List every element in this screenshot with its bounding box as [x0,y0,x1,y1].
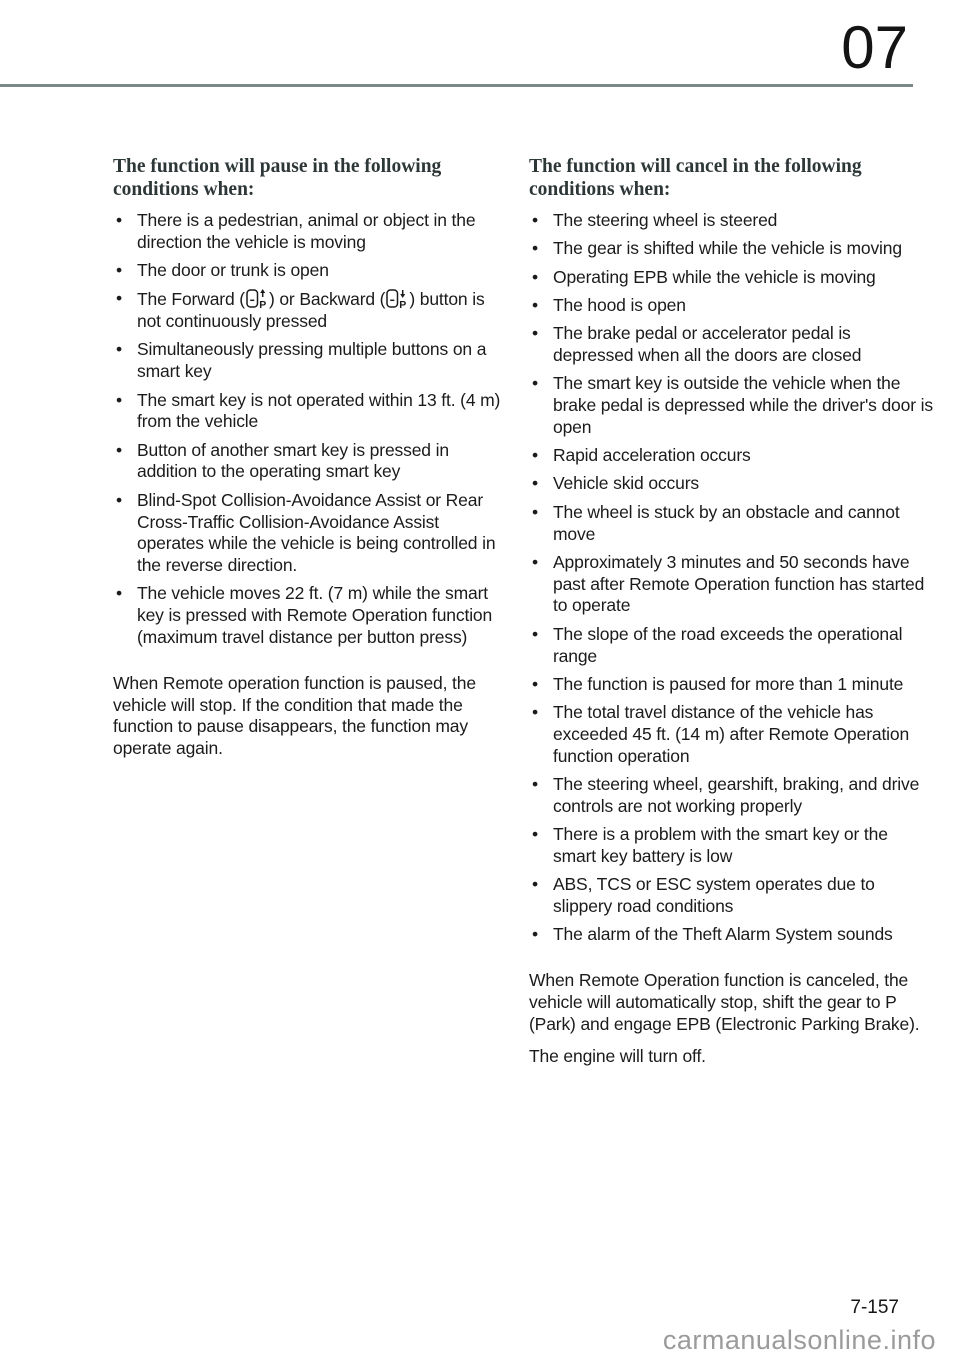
pause-conditions-list [113,210,503,649]
engine-off-paragraph: The engine will turn off. [529,1045,706,1066]
list-item [529,874,933,918]
list-item-text: Approximately 3 minutes and 50 seconds have past after Remote Operation function has started to operate [553,551,925,616]
list-item-text: The slope of the road exceeds the operational range [553,623,903,666]
list-item-text: The total travel distance of the vehicle has exceeded 45 ft. (14 m) after Remote Operation function operation [553,702,910,766]
pause-note-paragraph: When Remote operation function is paused, the vehicle will stop. If the condition that made the function to pause disappears, the function may operate again. [113,672,476,759]
list-item [113,339,503,383]
header-divider [0,84,913,87]
list-item [113,210,503,254]
list-item [529,267,933,289]
list-item-text: ) or Backward ( [268,289,386,310]
list-item-text: ABS, TCS or ESC system operates due to slippery road conditions [553,874,875,917]
cancel-conditions-list [529,210,933,946]
list-item-text: There is a pedestrian, animal or object in the direction the vehicle is moving [137,210,476,252]
list-item-text: ) button is not continuously pressed [137,289,485,332]
watermark-text: carmanualsonline.info [662,1325,936,1355]
list-item [529,924,933,946]
list-item [529,295,933,317]
list-item-text: There is a problem with the smart key or the smart key battery is low [553,824,888,866]
page-content [113,155,933,1067]
cancel-section-heading: The function will cancel in the following conditions when: [529,156,862,200]
cancel-section [529,155,933,1067]
list-item-text: The alarm of the Theft Alarm System sounds [553,924,893,945]
list-item [529,774,933,818]
list-item-text: The vehicle moves 22 ft. (7 m) while the smart key is pressed with Remote Operation function (maximum travel distance per button press) [137,583,493,648]
list-item-text: The steering wheel, gearshift, braking, and drive controls are not working properly [553,774,920,816]
list-item-text: The Forward ( [137,289,245,310]
chapter-number: 07 [841,14,908,81]
list-item [113,490,503,577]
list-item-text: Button of another smart key is pressed in addition to the operating smart key [137,439,449,482]
list-item [113,390,503,434]
list-item [529,824,933,868]
list-item [529,238,933,260]
pause-section-heading: The function will pause in the following conditions when: [113,156,442,200]
list-item-text: The brake pedal or accelerator pedal is depressed when all the doors are closed [553,323,862,365]
list-item-text: The gear is shifted while the vehicle is moving [553,238,902,259]
list-item [529,473,933,495]
list-item-text: The smart key is outside the vehicle when the brake pedal is depressed while the driver's door is open [553,373,933,437]
list-item [529,210,933,232]
remote-backward-button-icon [386,288,408,309]
list-item [113,260,503,282]
list-item-text: Blind-Spot Collision-Avoidance Assist or Rear Cross-Traffic Collision-Avoidance Assist operates while the vehicle is being controlled in the reverse direction. [137,489,496,576]
page-number: 7-157 [850,1297,899,1318]
list-item-text: Operating EPB while the vehicle is moving [553,266,876,287]
list-item [529,552,933,617]
list-item [113,440,503,484]
pause-section [113,155,503,1067]
list-item [529,445,933,467]
list-item-text: Rapid acceleration occurs [553,445,751,466]
list-item-text: The steering wheel is steered [553,210,778,230]
list-item [529,373,933,438]
list-item-text: Simultaneously pressing multiple buttons on a smart key [137,339,487,382]
list-item-text: The function is paused for more than 1 minute [553,673,904,694]
list-item [529,624,933,668]
remote-forward-button-icon [246,288,268,309]
cancel-note-paragraph: When Remote Operation function is canceled, the vehicle will automatically stop, shift the gear to P (Park) and engage EPB (Electronic Parking Brake). [529,970,920,1034]
list-item [529,674,933,696]
list-item [113,583,503,648]
svg-text:P: P [259,299,267,310]
list-item-text: The hood is open [553,294,686,315]
list-item-text: The door or trunk is open [137,260,329,281]
list-item-text: Vehicle skid occurs [553,473,699,494]
list-item-text: The smart key is not operated within 13 ft. (4 m) from the vehicle [137,389,501,432]
list-item [529,323,933,367]
svg-text:P: P [399,299,407,310]
list-item [529,502,933,546]
list-item-text: The wheel is stuck by an obstacle and cannot move [553,501,900,544]
list-item-forward-backward [113,288,503,333]
list-item [529,702,933,767]
